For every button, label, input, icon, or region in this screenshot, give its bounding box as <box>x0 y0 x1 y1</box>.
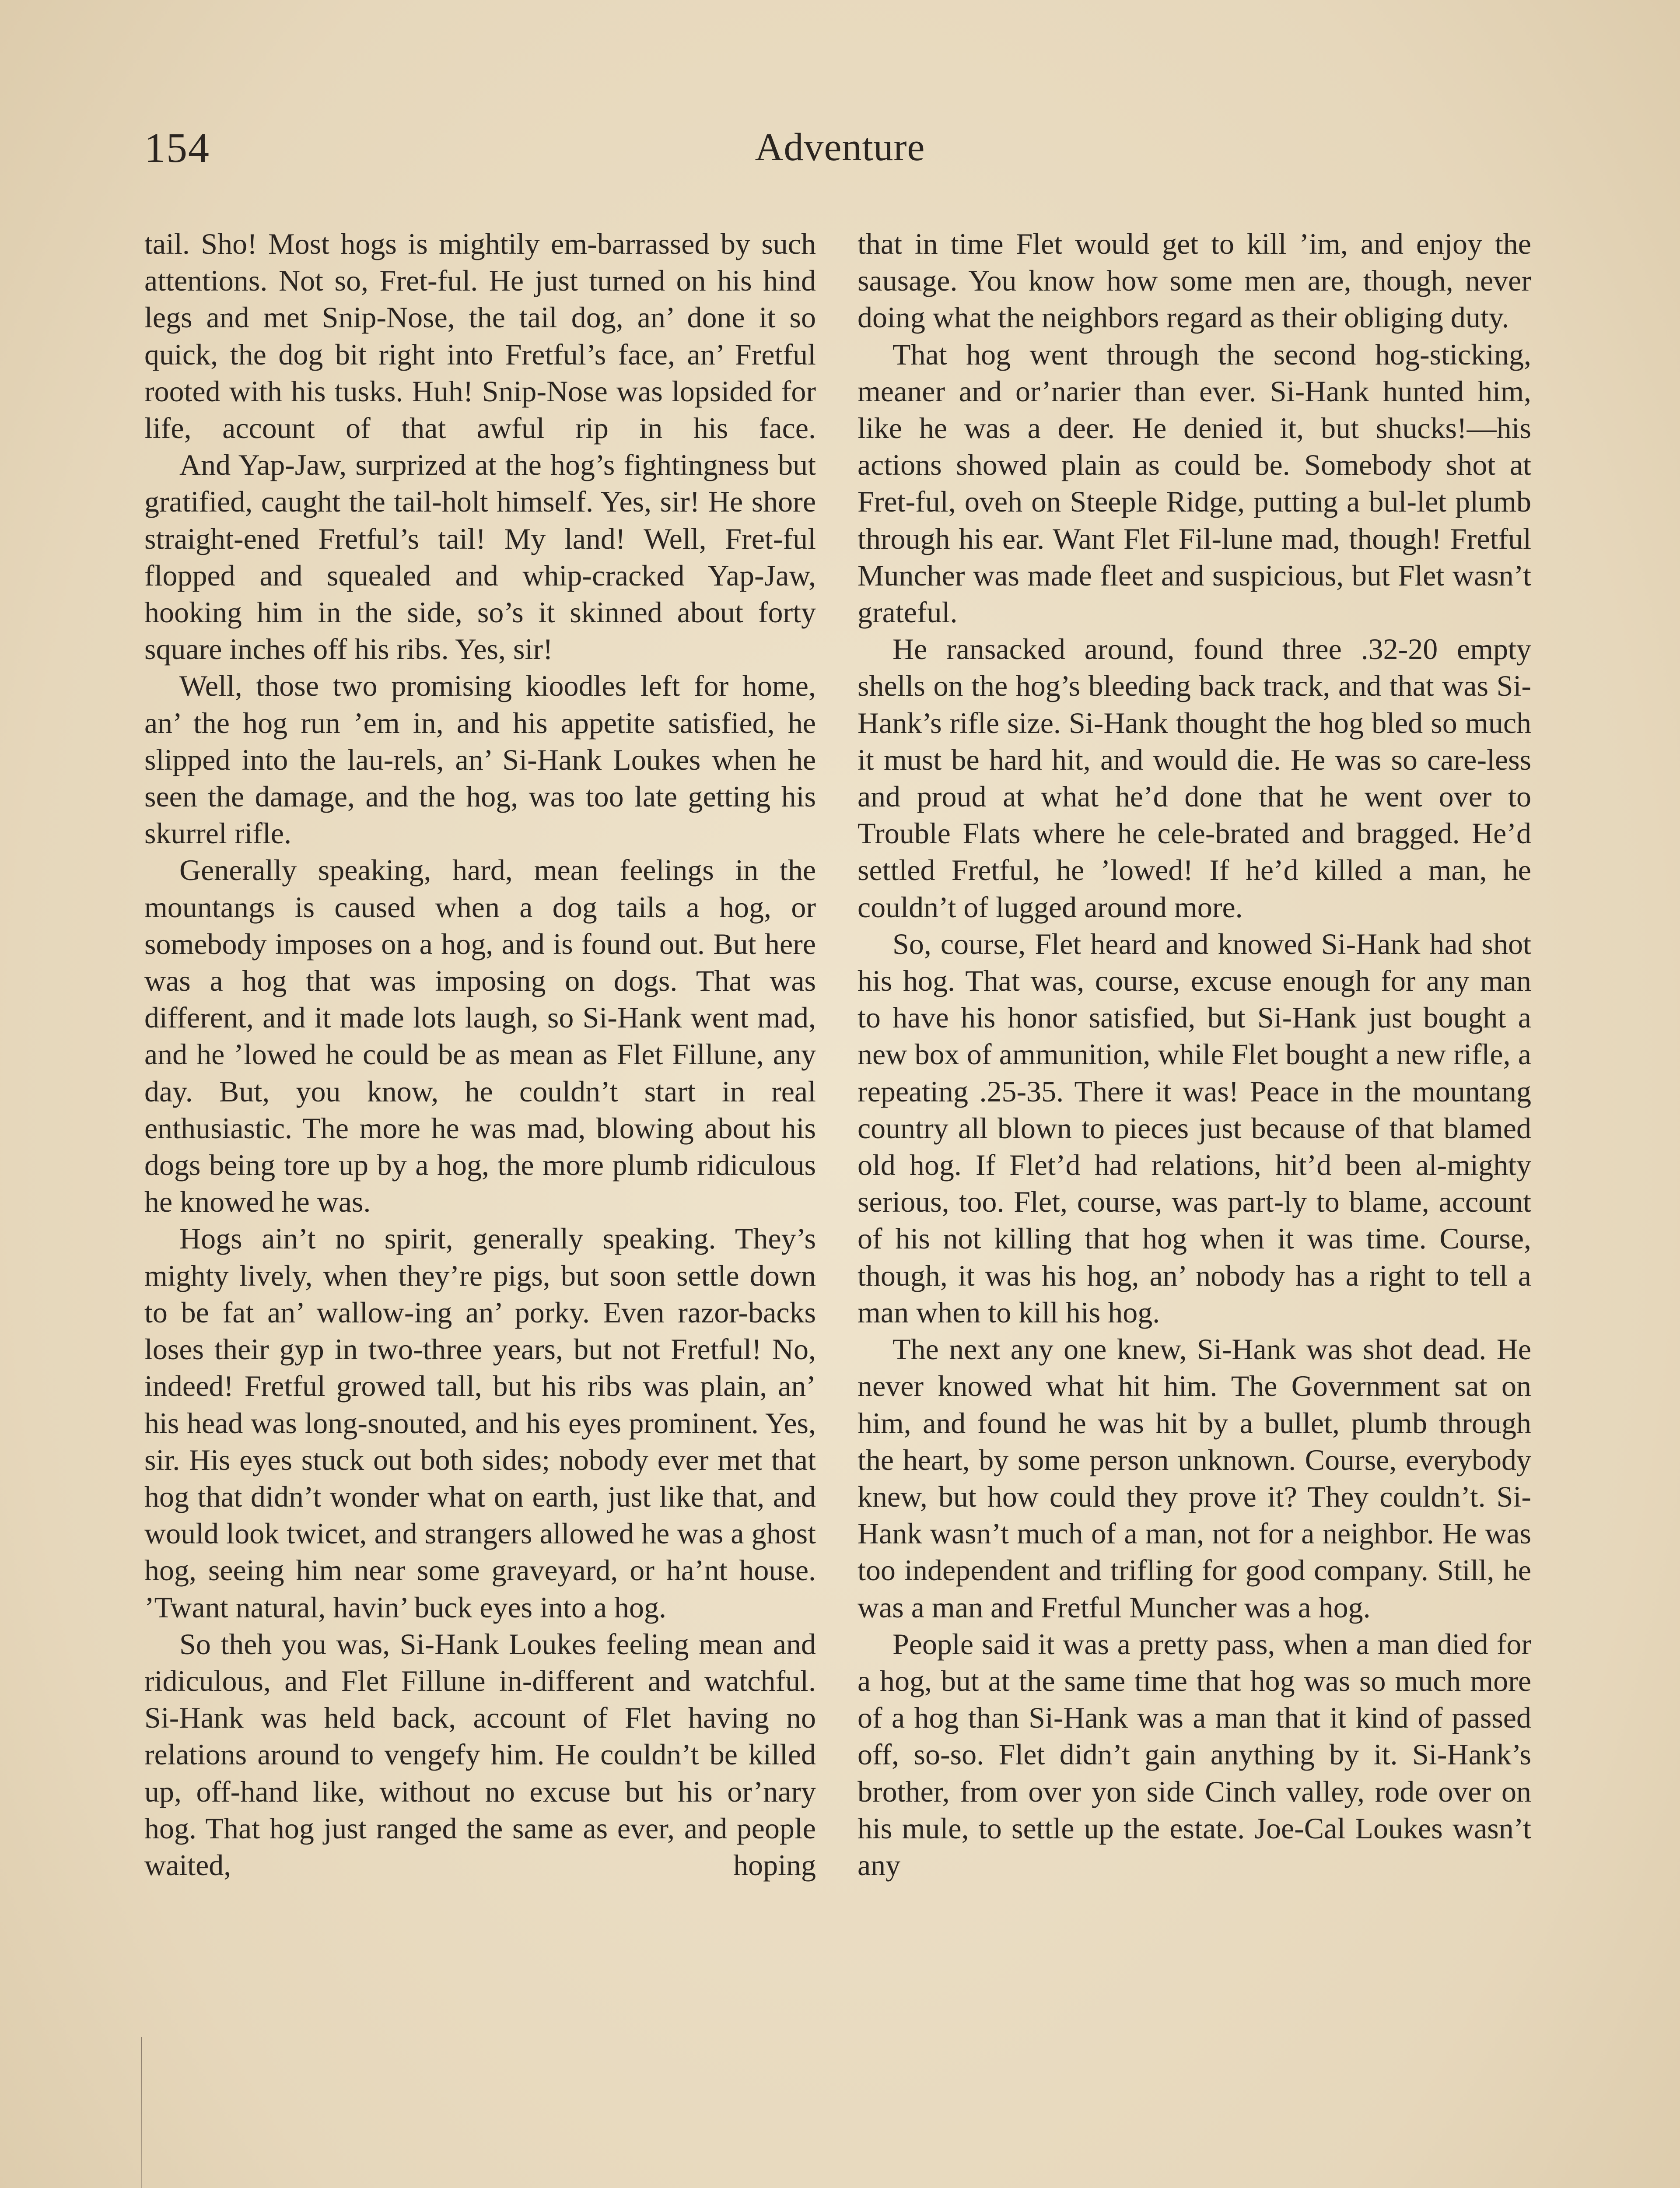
paragraph: tail. Sho! Most hogs is mightily em-barrassed by such attentions. Not so, Fret-ful. He just turned on his hind legs and met Snip-Nose, the tail dog, an’ done it so quick, the dog bit right into Fretful’s face, an’ Fretful rooted with his tusks. Huh! Snip-Nose was lopsided for life, account of that awful rip in his face. <box>144 227 816 445</box>
paragraph: People said it was a pretty pass, when a man died for a hog, but at the same time that hog was so much more of a hog than Si-Hank was a man that it kind of passed off, so-so. Flet didn’t gain anything by it. Si-Hank’s brother, from over yon side Cinch valley, rode over on his mule, to settle up the estate. Joe-Cal Loukes wasn’t any <box>858 1627 1531 1882</box>
paragraph: He ransacked around, found three .32-20 empty shells on the hog’s bleeding back track, and that was Si-Hank’s rifle size. Si-Hank thought the hog bled so much it must be hard hit, and would die. He was so care-less and proud at what he’d done that he went over to Trouble Flats where he cele-brated and bragged. He’d settled Fretful, he ’lowed! If he’d killed a man, he couldn’t of lugged around more. <box>858 632 1531 924</box>
paragraph: And Yap-Jaw, surprized at the hog’s fightingness but gratified, caught the tail-holt himself. Yes, sir! He shore straight-ened Fretful’s tail! My land! Well, Fret-ful flopped and squealed and whip-cracked Yap-Jaw, hooking him in the side, so’s it skinned about forty square inches off his ribs. Yes, sir! <box>144 448 816 666</box>
page-number: 154 <box>144 124 210 171</box>
running-title: Adventure <box>755 126 925 169</box>
left-column <box>144 225 816 1883</box>
margin-mark <box>141 2037 142 2188</box>
paragraph: that in time Flet would get to kill ’im, and enjoy the sausage. You know how some men are, though, never doing what the neighbors regard as their obliging duty. <box>858 227 1531 334</box>
right-column <box>858 225 1531 1883</box>
paragraph: So, course, Flet heard and knowed Si-Hank had shot his hog. That was, course, excuse enough for any man to have his honor satisfied, but Si-Hank just bought a new box of ammunition, while Flet bought a new rifle, a repeating .25-35. There it was! Peace in the mountang country all blown to pieces just because of that blamed old hog. If Flet’d had relations, hit’d been al-mighty serious, too. Flet, course, was part-ly to blame, account of his not killing that hog when it was time. Course, though, it was his hog, an’ nobody has a right to tell a man when to kill his hog. <box>858 927 1531 1329</box>
paragraph: Well, those two promising kioodles left for home, an’ the hog run ’em in, and his appetite satisfied, he slipped into the lau-rels, an’ Si-Hank Loukes when he seen the damage, and the hog, was too late getting his skurrel rifle. <box>144 669 816 850</box>
paragraph: Generally speaking, hard, mean feelings in the mountangs is caused when a dog tails a hog, or somebody imposes on a hog, and is found out. But here was a hog that was imposing on dogs. That was different, and it made lots laugh, so Si-Hank went mad, and he ’lowed he could be as mean as Flet Fillune, any day. But, you know, he couldn’t start in real enthusiastic. The more he was mad, blowing about his dogs being tore up by a hog, the more plumb ridiculous he knowed he was. <box>144 853 816 1219</box>
paragraph: Hogs ain’t no spirit, generally speaking. They’s mighty lively, when they’re pigs, but soon settle down to be fat an’ wallow-ing an’ porky. Even razor-backs loses their gyp in two-three years, but not Fretful! No, indeed! Fretful growed tall, but his ribs was plain, an’ his head was long-snouted, and his eyes prominent. Yes, sir. His eyes stuck out both sides; nobody ever met that hog that didn’t wonder what on earth, just like that, and would look twicet, and strangers allowed he was a ghost hog, seeing him near some graveyard, or ha’nt house. ’Twant natural, havin’ buck eyes into a hog. <box>144 1222 816 1624</box>
paragraph: That hog went through the second hog-sticking, meaner and or’narier than ever. Si-Hank hunted him, like he was a deer. He denied it, but shucks!—his actions showed plain as could be. Somebody shot at Fret-ful, oveh on Steeple Ridge, putting a bul-let plumb through his ear. Want Flet Fil-lune mad, though! Fretful Muncher was made fleet and suspicious, but Flet wasn’t grateful. <box>858 337 1531 629</box>
paragraph: So theh you was, Si-Hank Loukes feeling mean and ridiculous, and Flet Fillune in-different and watchful. Si-Hank was held back, account of Flet having no relations around to vengefy him. He couldn’t be killed up, off-hand like, without no excuse but his or’nary hog. That hog just ranged the same as ever, and people waited, hoping <box>144 1627 816 1882</box>
paragraph: The next any one knew, Si-Hank was shot dead. He never knowed what hit him. The Government sat on him, and found he was hit by a bullet, plumb through the heart, by some person unknown. Course, everybody knew, but how could they prove it? They couldn’t. Si-Hank wasn’t much of a man, not for a neighbor. He was too independent and trifling for good company. Still, he was a man and Fretful Muncher was a hog. <box>858 1332 1531 1624</box>
